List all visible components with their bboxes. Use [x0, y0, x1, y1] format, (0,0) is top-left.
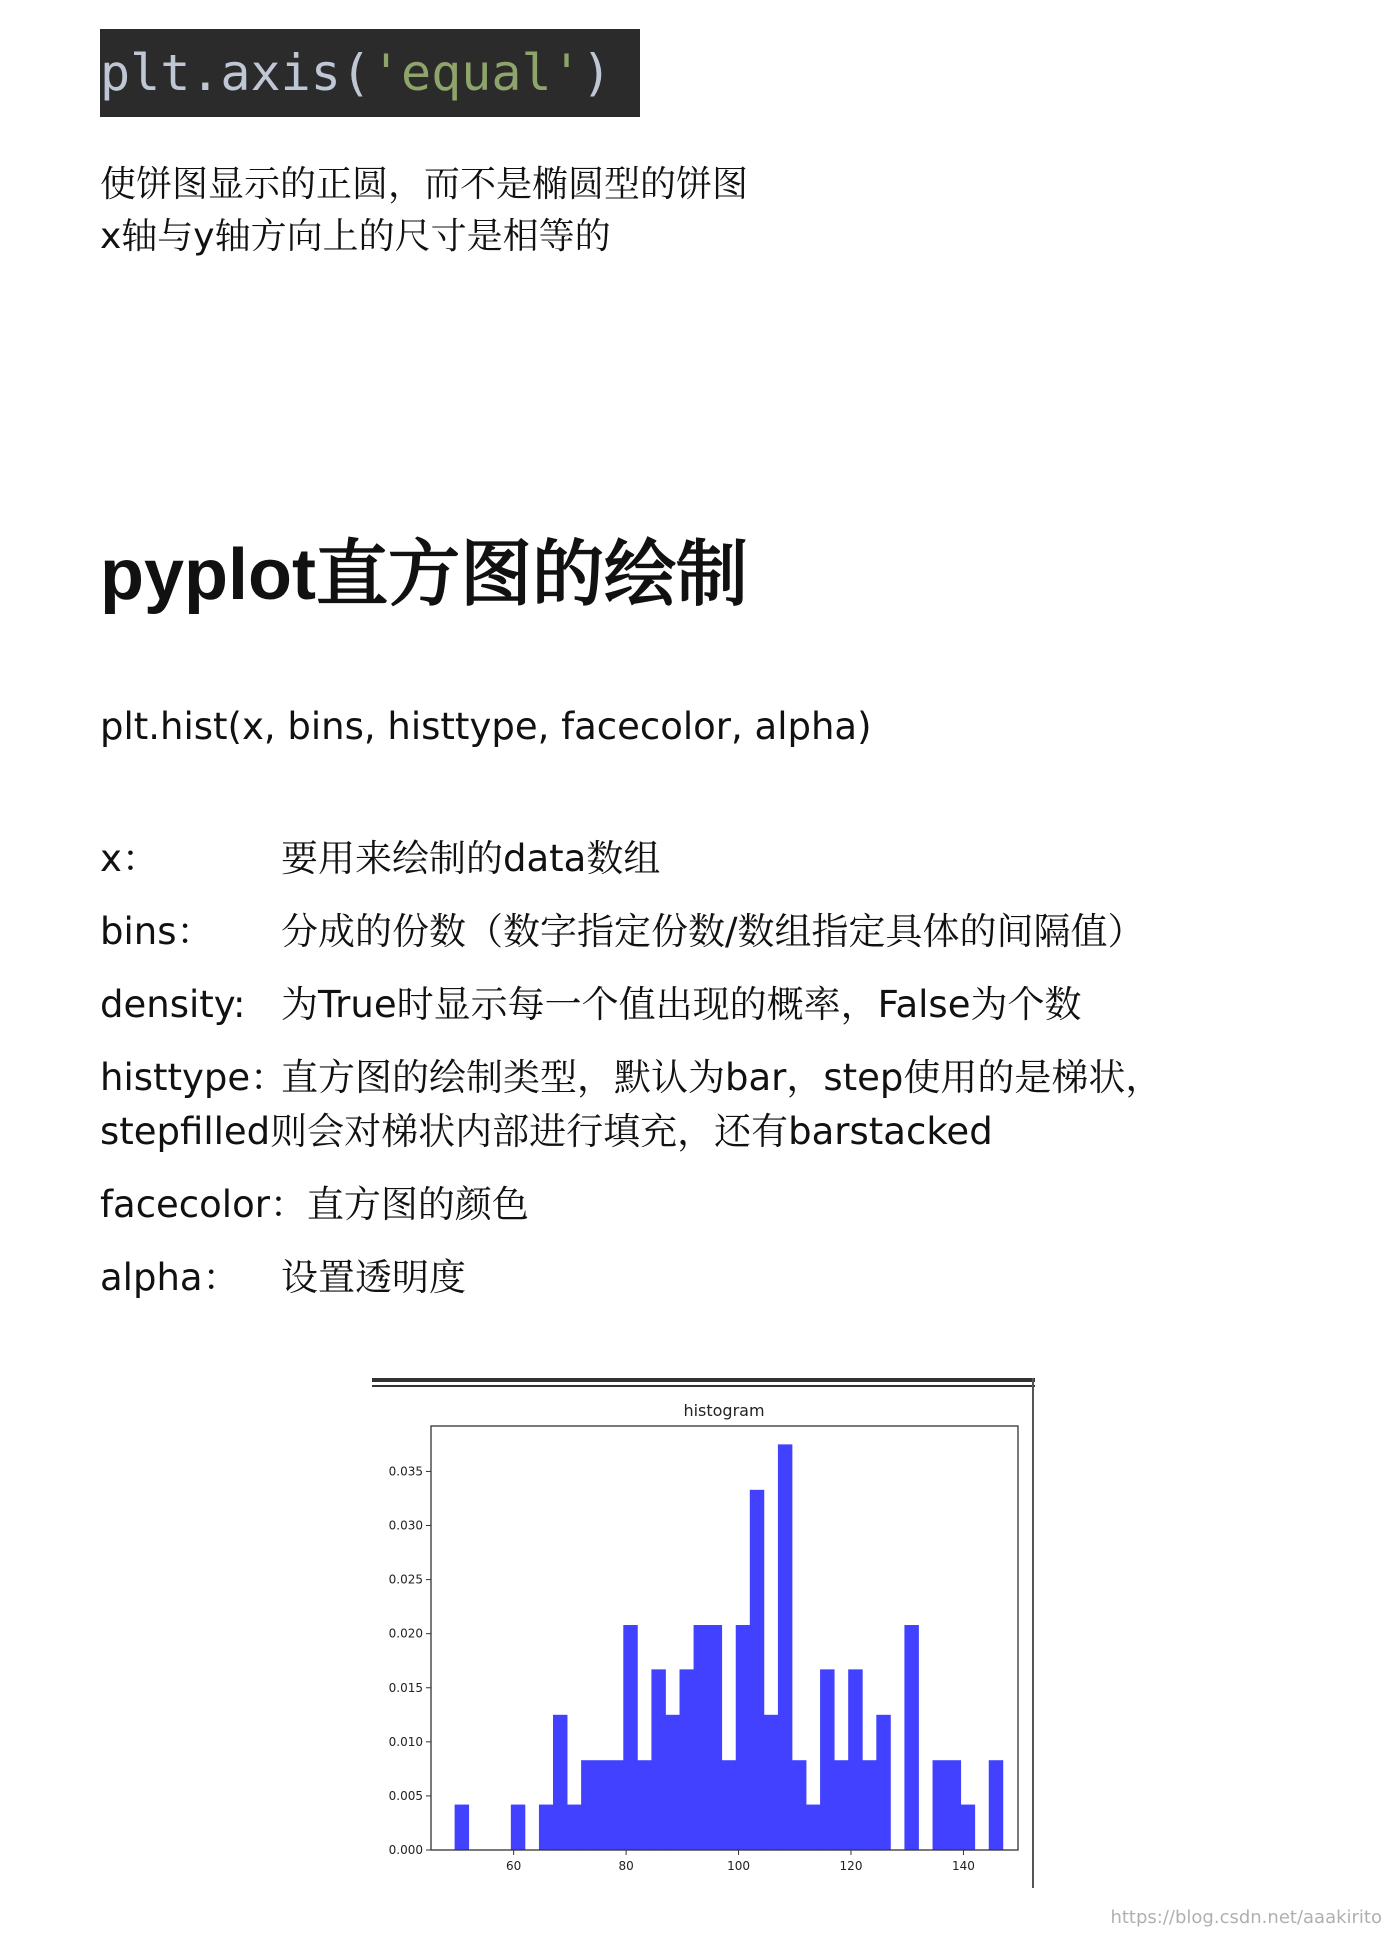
y-tick-label: 0.035: [388, 1464, 423, 1479]
param-row-alpha: [100, 1251, 466, 1305]
histogram-bar: [764, 1715, 778, 1850]
y-tick-label: 0.015: [388, 1680, 423, 1695]
histogram-bar: [680, 1669, 694, 1850]
histogram-bar: [595, 1760, 609, 1850]
section-heading: pyplot直方图的绘制: [100, 535, 748, 615]
frame-border-right: [1032, 1378, 1034, 1888]
histogram-bar: [862, 1760, 876, 1850]
param-name: facecolor：: [100, 1183, 307, 1226]
param-desc: 为True时显示每一个值出现的概率，False为个数: [281, 983, 1082, 1026]
x-tick-label: 120: [839, 1859, 863, 1873]
param-name: density:: [100, 983, 246, 1026]
param-name: bins：: [100, 910, 214, 953]
histogram-bar: [792, 1760, 806, 1850]
histogram-bar: [637, 1760, 651, 1850]
histogram-bar: [665, 1715, 679, 1850]
param-row-histtype-cont: stepfilled则会对梯状内部进行填充，还有barstacked: [100, 1110, 993, 1153]
y-tick-label: 0.030: [388, 1518, 423, 1533]
histogram-bar: [651, 1669, 665, 1850]
histogram-bar: [567, 1805, 581, 1850]
histogram-bar: [722, 1760, 736, 1850]
param-desc: 设置透明度: [281, 1256, 466, 1299]
histogram-bar: [947, 1760, 961, 1850]
histogram-bar: [708, 1625, 722, 1850]
histogram-bar: [539, 1805, 553, 1850]
frame-border-top: [372, 1378, 1035, 1382]
bars-group: [455, 1444, 1004, 1850]
histogram-bar: [778, 1444, 792, 1850]
param-name: x：: [100, 837, 159, 880]
code-snippet: [100, 29, 640, 117]
histogram-bar: [848, 1669, 862, 1850]
histogram-bar: [623, 1625, 637, 1850]
histogram-bar: [961, 1805, 975, 1850]
y-tick-label: 0.000: [388, 1843, 423, 1857]
param-desc: 直方图的颜色: [306, 1183, 529, 1226]
histogram-bar: [750, 1490, 764, 1850]
y-tick-label: 0.025: [388, 1572, 423, 1587]
param-row-histtype: [100, 1051, 1162, 1105]
histogram-bar: [736, 1625, 750, 1850]
param-name: histtype：: [100, 1056, 288, 1099]
histogram-bar: [876, 1715, 890, 1850]
histogram-bar: [933, 1760, 947, 1850]
code-string: 'equal': [370, 44, 582, 102]
x-tick-label: 140: [952, 1859, 975, 1873]
watermark: https://blog.csdn.net/aaakirito: [1110, 1907, 1382, 1928]
frame-border-top-inner: [372, 1385, 1035, 1387]
histogram-bar: [834, 1760, 848, 1850]
y-tick-label: 0.010: [388, 1734, 423, 1749]
histogram-bar: [455, 1805, 469, 1850]
param-row-bins: [100, 905, 1144, 959]
param-desc: 直方图的绘制类型，默认为bar，step使用的是梯状，: [281, 1056, 1163, 1099]
histogram-bar: [806, 1805, 820, 1850]
param-row-facecolor: [100, 1178, 529, 1232]
y-tick-label: 0.005: [388, 1788, 423, 1803]
chart-title: histogram: [683, 1401, 765, 1420]
x-tick-label: 60: [506, 1859, 522, 1873]
param-desc: 要用来绘制的data数组: [281, 837, 661, 880]
y-axis-ticks: [389, 1464, 431, 1857]
code-suffix: ): [581, 44, 612, 102]
description-line-1: 使饼图显示的正圆，而不是椭圆型的饼图: [100, 164, 749, 205]
histogram-bar: [511, 1805, 525, 1850]
x-tick-label: 80: [618, 1859, 634, 1873]
description-line-2: x轴与y轴方向上的尺寸是相等的: [100, 216, 611, 257]
histogram-bar: [989, 1760, 1003, 1850]
code-prefix: plt.axis(: [100, 44, 371, 102]
param-desc: 分成的份数（数字指定份数/数组指定具体的间隔值）: [281, 910, 1145, 953]
param-name: alpha：: [100, 1256, 240, 1299]
y-tick-label: 0.020: [388, 1626, 423, 1641]
histogram-bar: [820, 1669, 834, 1850]
histogram-bar: [581, 1760, 595, 1850]
function-signature: plt.hist(x, bins, histtype, facecolor, alpha): [100, 705, 872, 748]
histogram-bar: [904, 1625, 918, 1850]
histogram-bar: [609, 1760, 623, 1850]
x-tick-label: 100: [727, 1859, 751, 1873]
param-row-density: [100, 978, 1081, 1032]
x-axis-ticks: [506, 1850, 975, 1873]
histogram-bar: [694, 1625, 708, 1850]
param-row-x: [100, 832, 660, 886]
histogram-chart: [372, 1388, 1032, 1878]
histogram-bar: [553, 1715, 567, 1850]
